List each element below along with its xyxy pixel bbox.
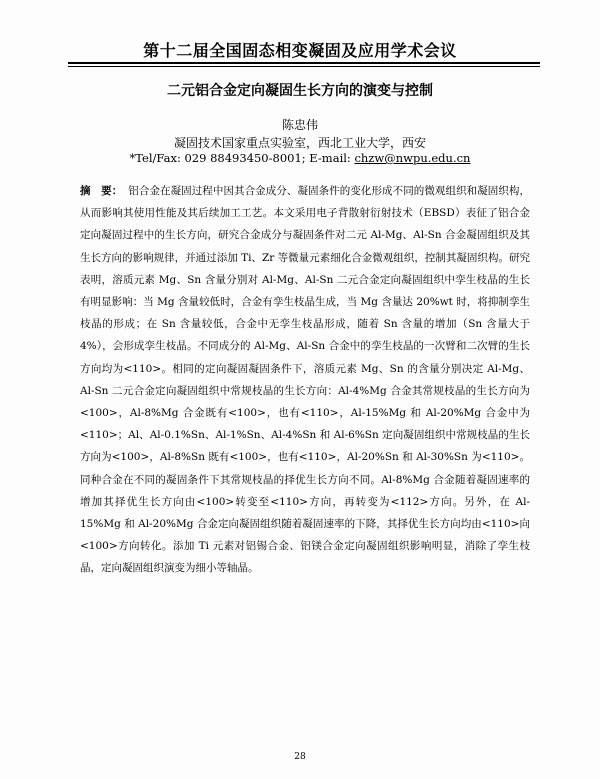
paper-title: 二元铝合金定向凝固生长方向的演变与控制: [167, 83, 433, 99]
contact-line: [0, 151, 600, 165]
abstract-label: 摘 要：: [80, 185, 123, 197]
abstract-text: 铝合金在凝固过程中因其合金成分、凝固条件的变化形成不同的微观组织和凝固织构，从而影响其使用性能及其后续加工工艺。本文采用电子背散射衍射技术（EBSD）表征了铝合金定向凝固过程中的生长方向，研究合金成分与凝固条件对二元 Al-Mg、Al-Sn 合金凝固组织及其生长方向的影响规律，并通过添加 Ti、Zr 等微量元素细化合金微观组织，控制其凝固织构。研究表明，溶质元素 Mg、Sn 含量分别对 Al-Mg、Al-Sn 二元合金定向凝固组织中孪生枝晶的生长有明显影响：当 Mg 含量较低时，合金有孪生枝晶生成，当 Mg 含量达 20%wt 时，将抑制孪生枝晶的形成；在 Sn 含量较低，合金中无孪生枝晶形成，随着 Sn 含量的增加（Sn 含量大于 4%），会形成孪生枝晶。不同成分的 Al-Mg、Al-Sn 合金中的孪生枝晶的一次臂和二次臂的生长方向均为<110>。相同的定向凝固凝固条件下，溶质元素 Mg、Sn 的含量分别决定 Al-Mg、Al-Sn 二元合金定向凝固组织中常规枝晶的生长方向：Al-4%Mg 合金其常规枝晶的生长方向为<100>，Al-8%Mg 合金既有<100>，也有<110>，Al-15%Mg 和 Al-20%Mg 合金中为<110>；Al、Al-0.1%Sn、Al-1%Sn、Al-4%Sn 和 Al-6%Sn 定向凝固组织中常规枝晶的生长方向为<100>，Al-8%Sn 既有<100>，也有<110>，Al-20%Sn 和 Al-30%Sn 为<110>。同种合金在不同的凝固条件下其常规枝晶的择优生长方向不同。Al-8%Mg 合金随着凝固速率的增加其择优生长方向由<100>转变至<110>方向，再转变为<112>方向。另外，在 Al-15%Mg 和 Al-20%Mg 合金定向凝固组织随着凝固速率的下降，其择优生长方向均由<110>向<100>方向转化。添加 Ti 元素对铝锡合金、铝镁合金定向凝固组织影响明显，消除了孪生枝晶，定向凝固组织演变为细小等轴晶。: [80, 185, 531, 575]
header-divider: [68, 62, 540, 64]
email-link[interactable]: chzw@nwpu.edu.cn: [354, 151, 471, 165]
author-name: 陈忠伟: [281, 118, 318, 132]
header-divider-thin: [68, 66, 540, 67]
author-affiliation: 凝固技术国家重点实验室，西北工业大学，西安: [173, 136, 426, 150]
page-number: 28: [294, 752, 306, 762]
abstract: [80, 180, 530, 580]
conference-header: 第十二届全国固态相变凝固及应用学术会议: [143, 41, 457, 60]
contact-prefix: *Tel/Fax: 029 88493450-8001; E-mail:: [129, 151, 355, 165]
